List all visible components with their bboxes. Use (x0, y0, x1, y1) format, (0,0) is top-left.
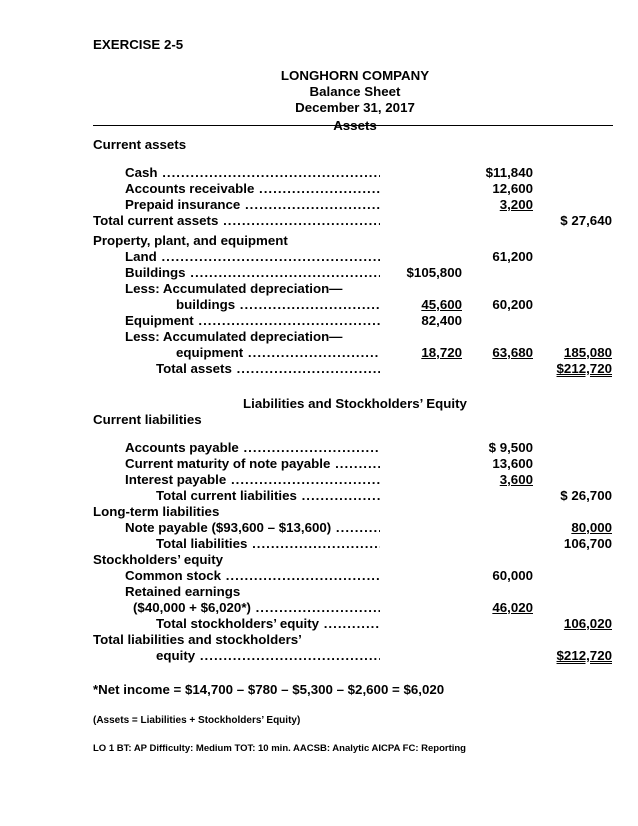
metadata-line: LO 1 BT: AP Difficulty: Medium TOT: 10 min. AACSB: Analytic AICPA FC: Reporting (93, 743, 466, 754)
interest-payable-value: 3,600 (499, 472, 533, 487)
current-maturity-label: Current maturity of note payable ..... (125, 456, 380, 471)
cash-label: Cash ..... (125, 165, 380, 180)
net-equipment-value: 63,680 (492, 345, 533, 360)
cash-value: $11,840 (485, 165, 533, 180)
prepaid-insurance-value: 3,200 (499, 197, 533, 212)
total-assets-label: Total assets ..... (156, 361, 380, 376)
total-se-value: 106,020 (563, 616, 612, 631)
less-dep-buildings-line1: Less: Accumulated depreciation— (125, 281, 343, 296)
note-payable-value-wrap (530, 520, 612, 535)
less-dep-equipment-line2: equipment ..... (176, 345, 380, 360)
dep-equipment-value: 18,720 (421, 345, 462, 360)
total-current-assets-label: Total current assets ..... (93, 213, 380, 228)
total-liabilities-value: 106,700 (563, 536, 612, 551)
buildings-value: $105,800 (406, 265, 462, 280)
exercise-title: EXERCISE 2-5 (93, 37, 184, 52)
total-assets-value-wrap (530, 361, 612, 376)
accounting-equation-note: (Assets = Liabilities + Stockholders’ Equity) (93, 715, 301, 726)
statement-title: Balance Sheet (309, 84, 401, 99)
total-current-liabilities-label: Total current liabilities ..... (156, 488, 380, 503)
total-current-assets-value: $ 27,640 (560, 213, 612, 228)
land-label: Land ..... (125, 249, 380, 264)
land-value: 61,200 (492, 249, 533, 264)
long-term-liabilities-heading: Long-term liabilities (93, 504, 220, 519)
total-lse-line2: equity ..... (156, 648, 380, 663)
retained-earnings-value-wrap (440, 600, 533, 615)
net-equipment-value-wrap (440, 345, 533, 360)
net-buildings-value: 60,200 (492, 297, 533, 312)
accounts-receivable-label: Accounts receivable ..... (125, 181, 380, 196)
accounts-payable-value: $ 9,500 (488, 440, 533, 455)
retained-earnings-line1: Retained earnings (125, 584, 241, 599)
interest-payable-label: Interest payable ..... (125, 472, 380, 487)
dep-buildings-value: 45,600 (421, 297, 462, 312)
current-maturity-value: 13,600 (492, 456, 533, 471)
total-assets-value: $212,720 (556, 361, 612, 376)
company-name: LONGHORN COMPANY (280, 68, 430, 83)
ppe-total-value: 185,080 (563, 345, 612, 360)
note-payable-value: 80,000 (571, 520, 612, 535)
stockholders-equity-heading: Stockholders’ equity (93, 552, 224, 567)
prepaid-insurance-value-wrap (440, 197, 533, 212)
net-income-note: *Net income = $14,700 – $780 – $5,300 – $2,600 = $6,020 (93, 682, 445, 697)
total-lse-value-wrap (530, 648, 612, 663)
interest-payable-value-wrap (440, 472, 533, 487)
common-stock-value: 60,000 (492, 568, 533, 583)
total-lse-line1: Total liabilities and stockholders’ (93, 632, 302, 647)
retained-earnings-value: 46,020 (492, 600, 533, 615)
retained-earnings-line2: ($40,000 + $6,020*) ..... (133, 600, 380, 615)
total-se-label: Total stockholders’ equity ..... (156, 616, 380, 631)
total-current-liabilities-value: $ 26,700 (560, 488, 612, 503)
note-payable-label: Note payable ($93,600 – $13,600) ..... (125, 520, 380, 535)
less-dep-equipment-line1: Less: Accumulated depreciation— (125, 329, 343, 344)
equipment-value: 82,400 (421, 313, 462, 328)
common-stock-label: Common stock ..... (125, 568, 380, 583)
equipment-label: Equipment ..... (125, 313, 380, 328)
prepaid-insurance-label: Prepaid insurance ..... (125, 197, 380, 212)
less-dep-buildings-line2: buildings ..... (176, 297, 380, 312)
total-liabilities-label: Total liabilities ..... (156, 536, 380, 551)
ppe-heading: Property, plant, and equipment (93, 233, 288, 248)
assets-heading: Assets (333, 118, 377, 133)
accounts-receivable-value: 12,600 (492, 181, 533, 196)
statement-date: December 31, 2017 (295, 100, 415, 115)
buildings-label: Buildings ..... (125, 265, 380, 280)
current-liabilities-heading: Current liabilities (93, 412, 202, 427)
current-assets-heading: Current assets (93, 137, 187, 152)
total-se-value-wrap (530, 616, 612, 631)
accounts-payable-label: Accounts payable ..... (125, 440, 380, 455)
liabilities-equity-heading: Liabilities and Stockholders’ Equity (243, 396, 467, 411)
total-lse-value: $212,720 (556, 648, 612, 663)
ppe-total-value-wrap (530, 345, 612, 360)
